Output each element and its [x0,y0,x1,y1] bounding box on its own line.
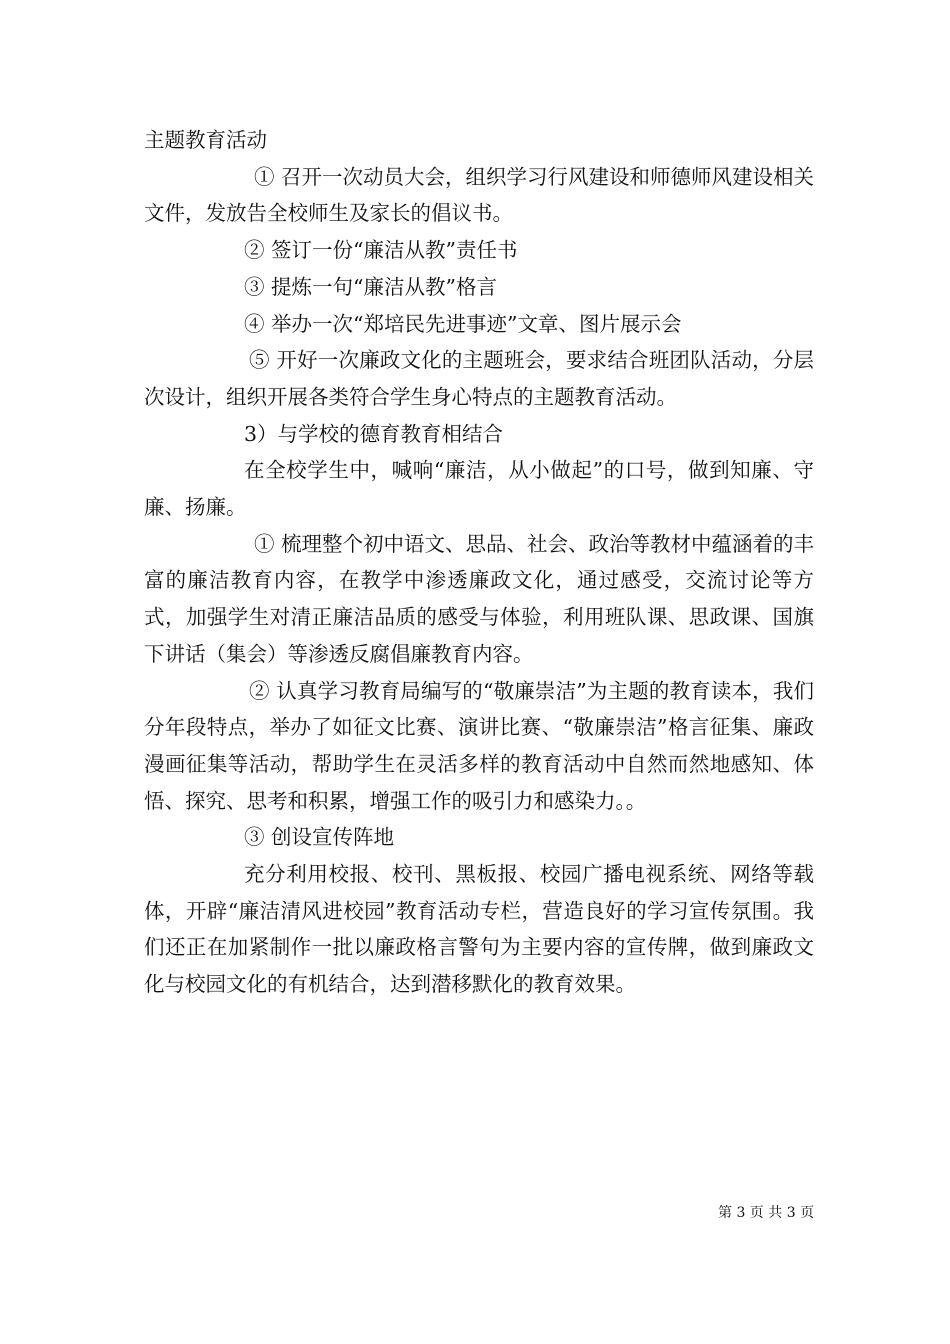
paragraph-point-2: ② 认真学习教育局编写的“敬廉崇洁”为主题的教育读本，我们分年段特点，举办了如征文比赛、演讲比赛、“敬廉崇洁”格言征集、廉政漫画征集等活动，帮助学生在灵活多样的教育活动中自然而然地感知、体悟、探究、思考和积累，增强工作的吸引力和感染力。。 [144,678,814,813]
paragraph-point-3: ③ 创设宣传阵地 [244,825,395,850]
document-body [144,122,814,1003]
paragraph-item-4: ④ 举办一次“郑培民先进事迹”文章、图片展示会 [244,311,682,336]
paragraph-closing: 充分利用校报、校刊、黑板报、校园广播电视系统、网络等载体，开辟“廉洁清风进校园”教育活动专栏，营造良好的学习宣传氛围。我们还正在加紧制作一批以廉政格言警句为主要内容的宣传牌，做到廉政文化与校园文化的有机结合，达到潜移默化的教育效果。 [144,862,814,997]
paragraph-item-2: ② 签订一份“廉洁从教”责任书 [244,238,518,263]
paragraph-item-1: ① 召开一次动员大会，组织学习行风建设和师德师风建设相关文件，发放告全校师生及家长的倡议书。 [144,164,815,226]
page-number-footer: 第 3 页 共 3 页 [718,1205,815,1221]
paragraph-intro: 在全校学生中，喊响“廉洁，从小做起”的口号，做到知廉、守廉、扬廉。 [144,458,814,520]
paragraph-item-5: ⑤ 开好一次廉政文化的主题班会，要求结合班团队活动，分层次设计，组织开展各类符合学生身心特点的主题教育活动。 [144,348,814,409]
paragraph-heading-continued: 主题教育活动 [144,128,267,152]
paragraph-item-3: ③ 提炼一句“廉洁从教”格言 [244,274,497,299]
paragraph-point-1: ① 梳理整个初中语文、思品、社会、政治等教材中蕴涵着的丰富的廉洁教育内容，在教学中渗透廉政文化，通过感受，交流讨论等方式，加强学生对清正廉洁品质的感受与体验，利用班队课、思政课、国旗下讲话（集会）等渗透反腐倡廉教育内容。 [144,531,815,666]
section-heading-3: 3）与学校的德育教育相结合 [244,421,504,446]
